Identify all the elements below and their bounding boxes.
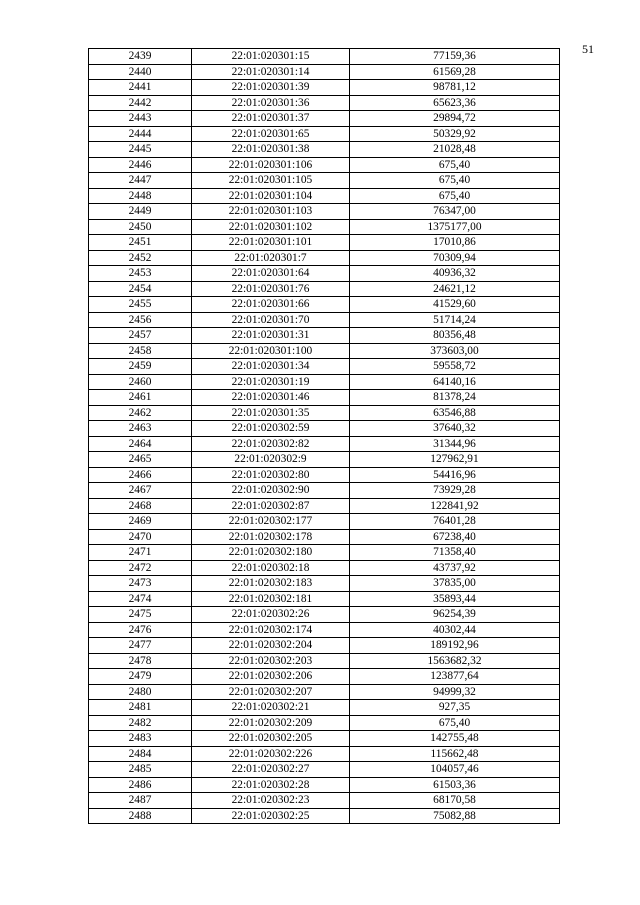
cadastral-number-cell: 22:01:020302:183 — [192, 576, 350, 592]
table-row — [89, 266, 560, 282]
cadastral-number-cell: 22:01:020302:203 — [192, 653, 350, 669]
row-number-cell: 2460 — [89, 374, 192, 390]
table-row — [89, 483, 560, 499]
value-cell: 64140,16 — [350, 374, 560, 390]
cadastral-number-cell: 22:01:020301:106 — [192, 157, 350, 173]
value-cell: 37835,00 — [350, 576, 560, 592]
value-cell: 51714,24 — [350, 312, 560, 328]
cadastral-number-cell: 22:01:020302:9 — [192, 452, 350, 468]
cadastral-number-cell: 22:01:020302:226 — [192, 746, 350, 762]
cadastral-number-cell: 22:01:020301:70 — [192, 312, 350, 328]
table-row — [89, 64, 560, 80]
value-cell: 94999,32 — [350, 684, 560, 700]
cadastral-number-cell: 22:01:020302:180 — [192, 545, 350, 561]
row-number-cell: 2466 — [89, 467, 192, 483]
row-number-cell: 2462 — [89, 405, 192, 421]
row-number-cell: 2488 — [89, 808, 192, 824]
value-cell: 73929,28 — [350, 483, 560, 499]
table-row — [89, 142, 560, 158]
value-cell: 71358,40 — [350, 545, 560, 561]
table-row — [89, 95, 560, 111]
cadastral-number-cell: 22:01:020302:181 — [192, 591, 350, 607]
row-number-cell: 2477 — [89, 638, 192, 654]
value-cell: 104057,46 — [350, 762, 560, 778]
table-row — [89, 622, 560, 638]
table-row — [89, 715, 560, 731]
row-number-cell: 2451 — [89, 235, 192, 251]
value-cell: 24621,12 — [350, 281, 560, 297]
table-row — [89, 359, 560, 375]
value-cell: 67238,40 — [350, 529, 560, 545]
table-row — [89, 452, 560, 468]
row-number-cell: 2467 — [89, 483, 192, 499]
table-row — [89, 700, 560, 716]
cadastral-number-cell: 22:01:020302:209 — [192, 715, 350, 731]
row-number-cell: 2485 — [89, 762, 192, 778]
cadastral-number-cell: 22:01:020302:25 — [192, 808, 350, 824]
row-number-cell: 2440 — [89, 64, 192, 80]
value-cell: 54416,96 — [350, 467, 560, 483]
cadastral-number-cell: 22:01:020302:205 — [192, 731, 350, 747]
value-cell: 50329,92 — [350, 126, 560, 142]
value-cell: 43737,92 — [350, 560, 560, 576]
cadastral-number-cell: 22:01:020302:207 — [192, 684, 350, 700]
table-row — [89, 793, 560, 809]
row-number-cell: 2474 — [89, 591, 192, 607]
row-number-cell: 2445 — [89, 142, 192, 158]
value-cell: 189192,96 — [350, 638, 560, 654]
row-number-cell: 2443 — [89, 111, 192, 127]
table-row — [89, 328, 560, 344]
table-row — [89, 111, 560, 127]
row-number-cell: 2476 — [89, 622, 192, 638]
table-row — [89, 498, 560, 514]
table-row — [89, 762, 560, 778]
row-number-cell: 2441 — [89, 80, 192, 96]
cadastral-number-cell: 22:01:020302:59 — [192, 421, 350, 437]
cadastral-number-cell: 22:01:020302:27 — [192, 762, 350, 778]
cadastral-number-cell: 22:01:020302:18 — [192, 560, 350, 576]
cadastral-number-cell: 22:01:020301:15 — [192, 49, 350, 65]
cadastral-number-cell: 22:01:020301:102 — [192, 219, 350, 235]
row-number-cell: 2470 — [89, 529, 192, 545]
cadastral-number-cell: 22:01:020302:178 — [192, 529, 350, 545]
row-number-cell: 2453 — [89, 266, 192, 282]
cadastral-number-cell: 22:01:020302:204 — [192, 638, 350, 654]
row-number-cell: 2472 — [89, 560, 192, 576]
row-number-cell: 2456 — [89, 312, 192, 328]
row-number-cell: 2475 — [89, 607, 192, 623]
row-number-cell: 2439 — [89, 49, 192, 65]
table-row — [89, 467, 560, 483]
cadastral-number-cell: 22:01:020302:82 — [192, 436, 350, 452]
row-number-cell: 2479 — [89, 669, 192, 685]
cadastral-number-cell: 22:01:020301:65 — [192, 126, 350, 142]
row-number-cell: 2486 — [89, 777, 192, 793]
cadastral-number-cell: 22:01:020301:76 — [192, 281, 350, 297]
value-cell: 70309,94 — [350, 250, 560, 266]
table-body — [89, 49, 560, 824]
cadastral-number-cell: 22:01:020301:7 — [192, 250, 350, 266]
table-row — [89, 576, 560, 592]
table-row — [89, 808, 560, 824]
value-cell: 59558,72 — [350, 359, 560, 375]
row-number-cell: 2463 — [89, 421, 192, 437]
value-cell: 61503,36 — [350, 777, 560, 793]
cadastre-table — [88, 48, 560, 824]
table-row — [89, 173, 560, 189]
cadastral-number-cell: 22:01:020301:34 — [192, 359, 350, 375]
value-cell: 81378,24 — [350, 390, 560, 406]
value-cell: 63546,88 — [350, 405, 560, 421]
value-cell: 75082,88 — [350, 808, 560, 824]
table-row — [89, 235, 560, 251]
cadastral-number-cell: 22:01:020301:36 — [192, 95, 350, 111]
table-row — [89, 204, 560, 220]
table-row — [89, 591, 560, 607]
value-cell: 927,35 — [350, 700, 560, 716]
row-number-cell: 2448 — [89, 188, 192, 204]
table-row — [89, 312, 560, 328]
value-cell: 1563682,32 — [350, 653, 560, 669]
row-number-cell: 2455 — [89, 297, 192, 313]
row-number-cell: 2484 — [89, 746, 192, 762]
table-row — [89, 157, 560, 173]
cadastral-number-cell: 22:01:020301:101 — [192, 235, 350, 251]
cadastral-number-cell: 22:01:020302:28 — [192, 777, 350, 793]
cadastral-number-cell: 22:01:020302:26 — [192, 607, 350, 623]
row-number-cell: 2480 — [89, 684, 192, 700]
row-number-cell: 2457 — [89, 328, 192, 344]
value-cell: 675,40 — [350, 173, 560, 189]
table-row — [89, 638, 560, 654]
cadastral-number-cell: 22:01:020302:23 — [192, 793, 350, 809]
table-row — [89, 219, 560, 235]
value-cell: 1375177,00 — [350, 219, 560, 235]
table-row — [89, 188, 560, 204]
value-cell: 76347,00 — [350, 204, 560, 220]
value-cell: 675,40 — [350, 715, 560, 731]
table-row — [89, 297, 560, 313]
row-number-cell: 2450 — [89, 219, 192, 235]
table-row — [89, 653, 560, 669]
row-number-cell: 2447 — [89, 173, 192, 189]
table-row — [89, 529, 560, 545]
value-cell: 98781,12 — [350, 80, 560, 96]
row-number-cell: 2459 — [89, 359, 192, 375]
value-cell: 76401,28 — [350, 514, 560, 530]
value-cell: 31344,96 — [350, 436, 560, 452]
cadastral-number-cell: 22:01:020301:46 — [192, 390, 350, 406]
value-cell: 21028,48 — [350, 142, 560, 158]
cadastral-number-cell: 22:01:020301:37 — [192, 111, 350, 127]
row-number-cell: 2465 — [89, 452, 192, 468]
table-row — [89, 545, 560, 561]
table-row — [89, 731, 560, 747]
value-cell: 35893,44 — [350, 591, 560, 607]
cadastral-number-cell: 22:01:020301:31 — [192, 328, 350, 344]
cadastral-number-cell: 22:01:020302:90 — [192, 483, 350, 499]
row-number-cell: 2487 — [89, 793, 192, 809]
table-row — [89, 343, 560, 359]
row-number-cell: 2482 — [89, 715, 192, 731]
cadastral-number-cell: 22:01:020301:14 — [192, 64, 350, 80]
cadastral-number-cell: 22:01:020302:177 — [192, 514, 350, 530]
value-cell: 142755,48 — [350, 731, 560, 747]
row-number-cell: 2483 — [89, 731, 192, 747]
cadastral-number-cell: 22:01:020302:206 — [192, 669, 350, 685]
row-number-cell: 2444 — [89, 126, 192, 142]
table-row — [89, 436, 560, 452]
table-row — [89, 514, 560, 530]
row-number-cell: 2471 — [89, 545, 192, 561]
table-row — [89, 607, 560, 623]
value-cell: 115662,48 — [350, 746, 560, 762]
row-number-cell: 2458 — [89, 343, 192, 359]
value-cell: 41529,60 — [350, 297, 560, 313]
value-cell: 29894,72 — [350, 111, 560, 127]
cadastral-number-cell: 22:01:020302:80 — [192, 467, 350, 483]
table-row — [89, 80, 560, 96]
table-row — [89, 250, 560, 266]
table-row — [89, 390, 560, 406]
value-cell: 675,40 — [350, 157, 560, 173]
table-row — [89, 421, 560, 437]
value-cell: 80356,48 — [350, 328, 560, 344]
cadastral-number-cell: 22:01:020302:174 — [192, 622, 350, 638]
row-number-cell: 2468 — [89, 498, 192, 514]
value-cell: 40936,32 — [350, 266, 560, 282]
value-cell: 123877,64 — [350, 669, 560, 685]
cadastral-number-cell: 22:01:020301:39 — [192, 80, 350, 96]
table-row — [89, 746, 560, 762]
value-cell: 37640,32 — [350, 421, 560, 437]
row-number-cell: 2449 — [89, 204, 192, 220]
cadastral-number-cell: 22:01:020301:105 — [192, 173, 350, 189]
row-number-cell: 2469 — [89, 514, 192, 530]
row-number-cell: 2446 — [89, 157, 192, 173]
value-cell: 127962,91 — [350, 452, 560, 468]
table-row — [89, 405, 560, 421]
table-row — [89, 669, 560, 685]
cadastral-number-cell: 22:01:020301:66 — [192, 297, 350, 313]
row-number-cell: 2461 — [89, 390, 192, 406]
value-cell: 96254,39 — [350, 607, 560, 623]
cadastral-number-cell: 22:01:020301:104 — [192, 188, 350, 204]
cadastral-number-cell: 22:01:020301:35 — [192, 405, 350, 421]
cadastral-number-cell: 22:01:020301:38 — [192, 142, 350, 158]
cadastral-number-cell: 22:01:020301:64 — [192, 266, 350, 282]
page-number: 51 — [582, 42, 594, 56]
table-row — [89, 126, 560, 142]
table-row — [89, 281, 560, 297]
row-number-cell: 2442 — [89, 95, 192, 111]
value-cell: 61569,28 — [350, 64, 560, 80]
value-cell: 122841,92 — [350, 498, 560, 514]
value-cell: 17010,86 — [350, 235, 560, 251]
cadastral-number-cell: 22:01:020301:100 — [192, 343, 350, 359]
row-number-cell: 2464 — [89, 436, 192, 452]
cadastral-number-cell: 22:01:020301:19 — [192, 374, 350, 390]
table-row — [89, 560, 560, 576]
value-cell: 675,40 — [350, 188, 560, 204]
row-number-cell: 2473 — [89, 576, 192, 592]
cadastral-number-cell: 22:01:020302:21 — [192, 700, 350, 716]
table-row — [89, 684, 560, 700]
value-cell: 68170,58 — [350, 793, 560, 809]
table-row — [89, 374, 560, 390]
row-number-cell: 2454 — [89, 281, 192, 297]
row-number-cell: 2481 — [89, 700, 192, 716]
table-row — [89, 777, 560, 793]
row-number-cell: 2478 — [89, 653, 192, 669]
cadastral-number-cell: 22:01:020301:103 — [192, 204, 350, 220]
cadastral-number-cell: 22:01:020302:87 — [192, 498, 350, 514]
value-cell: 373603,00 — [350, 343, 560, 359]
value-cell: 40302,44 — [350, 622, 560, 638]
value-cell: 65623,36 — [350, 95, 560, 111]
table-row — [89, 49, 560, 65]
value-cell: 77159,36 — [350, 49, 560, 65]
row-number-cell: 2452 — [89, 250, 192, 266]
